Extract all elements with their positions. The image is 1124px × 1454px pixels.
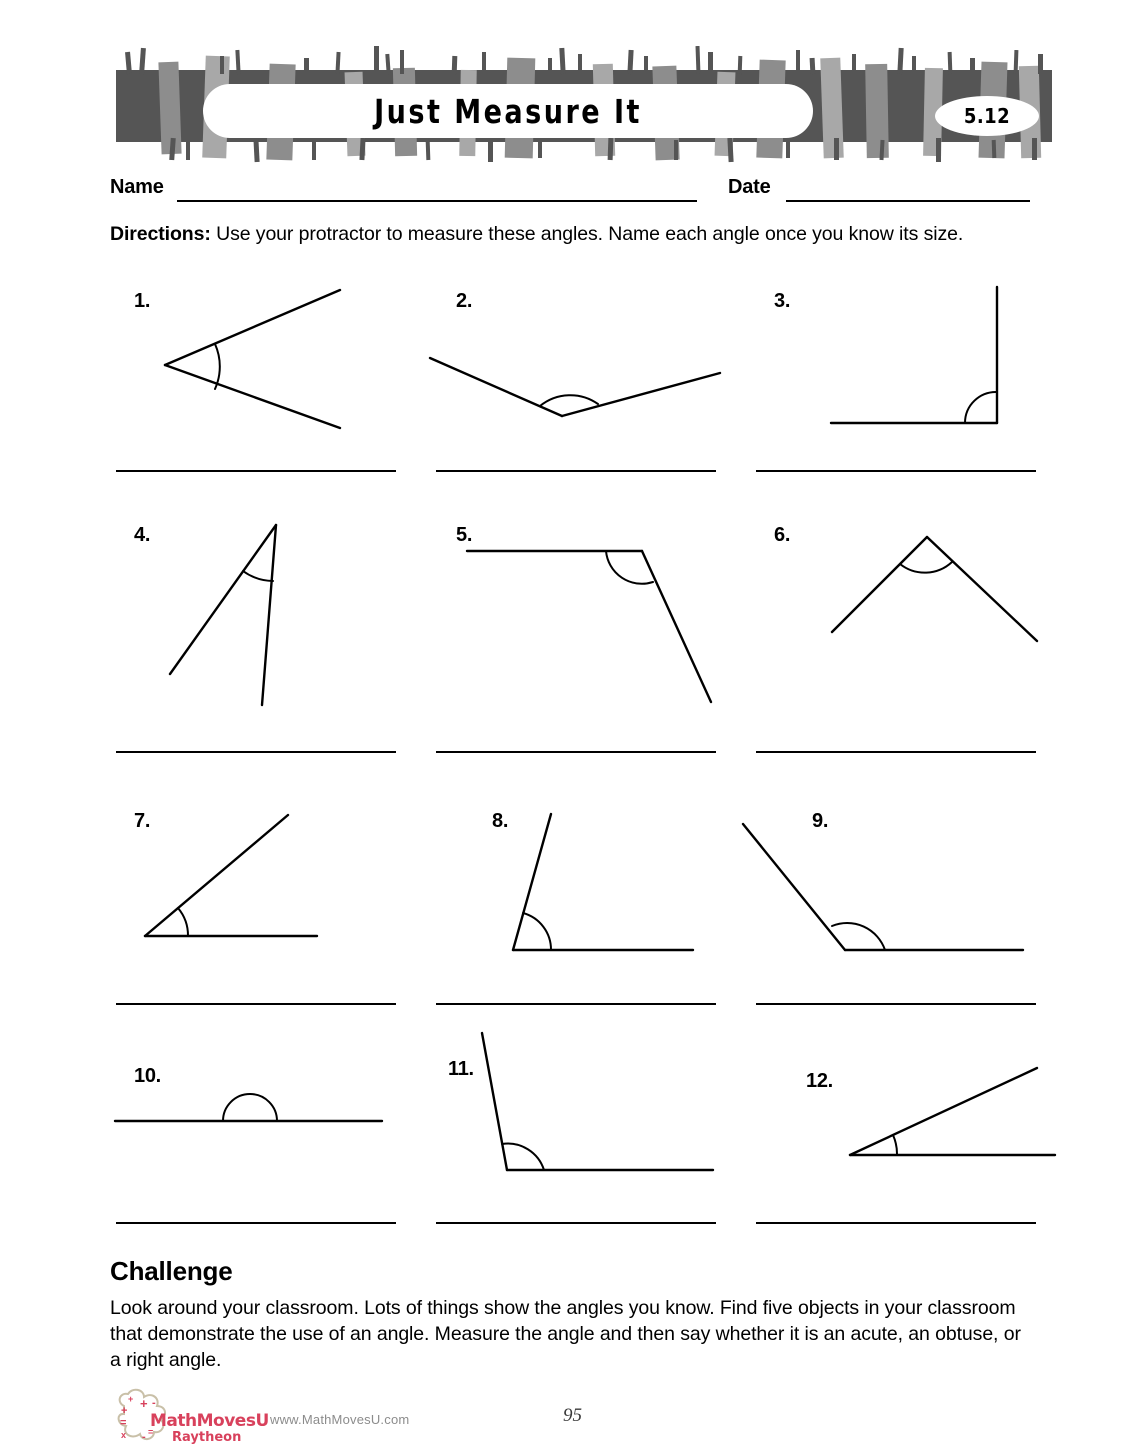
svg-text:+: +	[121, 1405, 128, 1417]
directions-text: Use your protractor to measure these angles. Name each angle once you know its size.	[216, 223, 964, 245]
answer-line-2[interactable]	[436, 470, 716, 472]
angle-figure-11	[420, 1020, 750, 1180]
challenge-heading: Challenge	[110, 1256, 233, 1286]
answer-line-5[interactable]	[436, 751, 716, 753]
answer-line-6[interactable]	[756, 751, 1036, 753]
angle-figure-6	[740, 515, 1060, 735]
answer-line-3[interactable]	[756, 470, 1036, 472]
problem-number: 3.	[774, 290, 791, 312]
directions-label: Directions:	[110, 223, 211, 245]
logo-secondary-text: Raytheon	[172, 1430, 242, 1445]
footer-url[interactable]: www.MathMovesU.com	[270, 1412, 410, 1427]
logo-primary-text: MathMovesU	[150, 1411, 269, 1431]
svg-text:-: -	[142, 1431, 146, 1443]
challenge-text: Look around your classroom. Lots of things show the angles you know. Find five objects in your classroom that demonstrate the use of an angle. Measure the angle and then say whether it is an acute, an obtuse, or a right angle.	[110, 1297, 1021, 1371]
problem-number: 7.	[134, 810, 151, 832]
angle-figure-9	[740, 800, 1070, 970]
answer-line-10[interactable]	[116, 1222, 396, 1224]
problem-number: 9.	[812, 810, 829, 832]
angle-figure-2	[420, 280, 740, 460]
date-label: Date	[728, 176, 771, 198]
mathmovesu-logo	[110, 1386, 270, 1448]
answer-line-7[interactable]	[116, 1003, 396, 1005]
problem-number: 6.	[774, 524, 791, 546]
page-number: 95	[563, 1405, 582, 1426]
angle-figure-7	[110, 800, 430, 970]
answer-line-9[interactable]	[756, 1003, 1036, 1005]
answer-line-11[interactable]	[436, 1222, 716, 1224]
problem-number: 10.	[134, 1065, 161, 1087]
svg-text:=: =	[120, 1417, 127, 1429]
answer-line-1[interactable]	[116, 470, 396, 472]
page-title: Just Measure It	[374, 91, 642, 131]
problem-number: 2.	[456, 290, 473, 312]
svg-text:+: +	[140, 1396, 148, 1411]
angle-figure-1	[110, 280, 430, 460]
angle-figure-4	[110, 515, 430, 735]
problem-number: 5.	[456, 524, 473, 546]
angle-figure-5	[420, 515, 740, 735]
name-label: Name	[110, 176, 164, 198]
answer-line-12[interactable]	[756, 1222, 1036, 1224]
problem-number: 11.	[448, 1058, 474, 1080]
angle-figure-8	[420, 800, 740, 970]
angle-figure-10	[110, 1030, 430, 1170]
svg-text:=: =	[148, 1427, 154, 1437]
problem-number: 4.	[134, 524, 151, 546]
angle-figure-12	[760, 1030, 1080, 1170]
answer-line-4[interactable]	[116, 751, 396, 753]
problem-number: 8.	[492, 810, 509, 832]
angle-figure-3	[740, 280, 1060, 460]
svg-text:+: +	[128, 1394, 134, 1404]
problem-number: 1.	[134, 290, 151, 312]
lesson-code-badge: 5.12	[963, 104, 1011, 128]
svg-text:x: x	[121, 1430, 127, 1440]
answer-line-8[interactable]	[436, 1003, 716, 1005]
problem-number: 12.	[806, 1070, 833, 1092]
svg-text:-: -	[152, 1397, 156, 1409]
